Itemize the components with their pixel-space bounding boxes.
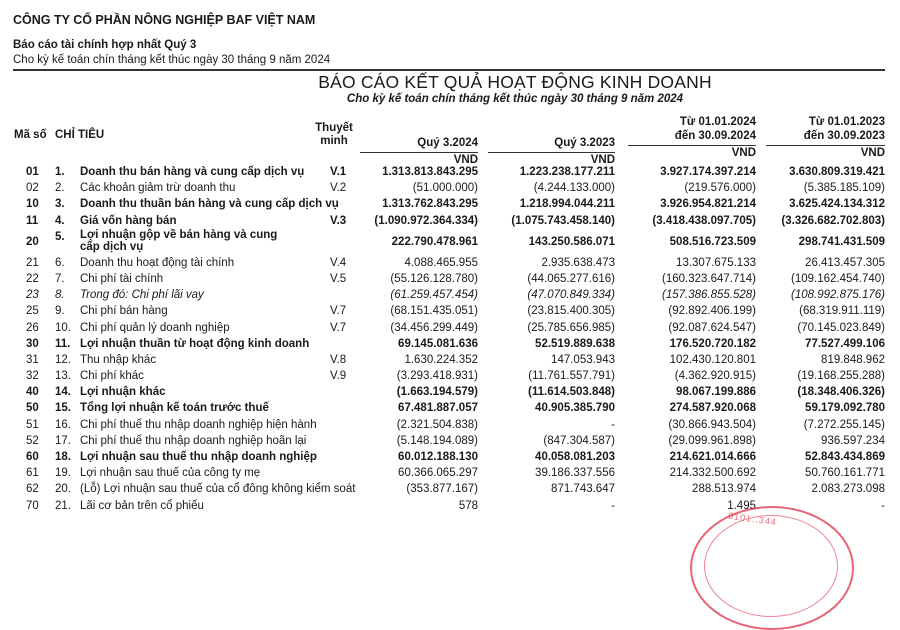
col-unit: VND <box>453 154 478 166</box>
value-ytd-2023: (70.145.023.849) <box>797 321 885 334</box>
value-ytd-2023: (18.348.406.326) <box>797 386 885 399</box>
value-q3-2023: 1.218.994.044.211 <box>519 198 615 211</box>
row-index: 16. <box>55 418 71 431</box>
row-code: 01 <box>26 166 39 178</box>
value-q3-2024: 1.630.224.352 <box>404 353 478 366</box>
col-line1 <box>488 122 615 136</box>
report-title: BÁO CÁO KẾT QUẢ HOẠT ĐỘNG KINH DOANH <box>318 72 712 92</box>
row-note: V.2 <box>330 182 347 195</box>
row-code: 32 <box>26 370 39 383</box>
table-row <box>0 433 900 449</box>
value-ytd-2023: - <box>881 499 885 512</box>
company-stamp-inner-ring <box>704 515 838 617</box>
row-code: 30 <box>26 337 39 350</box>
value-q3-2023: 39.186.337.556 <box>535 467 615 480</box>
value-ytd-2024: (92.087.624.547) <box>668 321 756 334</box>
table-row <box>0 303 900 319</box>
row-code: 20 <box>26 235 39 248</box>
col-unit: VND <box>860 147 885 159</box>
value-q3-2023: 143.250.586.071 <box>528 235 615 248</box>
row-index: 21. <box>55 499 71 512</box>
company-name: CÔNG TY CỔ PHẦN NÔNG NGHIỆP BAF VIỆT NAM <box>13 13 316 27</box>
report-subtitle: Cho kỳ kế toán chín tháng kết thúc ngày 30 tháng 9 năm 2024 <box>346 93 684 105</box>
row-label: Lợi nhuận gộp về bán hàng và cung cấp dịch vụ <box>80 228 278 253</box>
value-q3-2024: (68.151.435.051) <box>390 305 478 318</box>
row-index: 5. <box>55 230 65 243</box>
row-code: 25 <box>26 305 39 318</box>
column-header-note <box>309 122 359 148</box>
row-index: 6. <box>55 256 65 269</box>
row-index: 1. <box>55 166 65 178</box>
table-row <box>0 384 900 400</box>
row-label: Giá vốn hàng bán <box>80 214 177 227</box>
row-label: Chi phí khác <box>80 370 144 383</box>
row-code: 31 <box>26 353 39 366</box>
col-unit: VND <box>731 147 756 159</box>
row-note: V.3 <box>330 214 347 227</box>
row-index: 9. <box>55 305 65 318</box>
value-ytd-2023: 52.843.434.869 <box>805 451 885 463</box>
value-q3-2024: (2.321.504.838) <box>396 418 478 431</box>
row-code: 11 <box>26 214 39 227</box>
row-code: 61 <box>26 467 39 480</box>
value-ytd-2024: 288.513.974 <box>692 483 756 496</box>
column-header-label: CHỈ TIÊU <box>55 129 105 141</box>
row-note: V.1 <box>330 166 347 178</box>
row-index: 11. <box>55 337 71 350</box>
row-index: 2. <box>55 182 65 195</box>
value-q3-2024: 4.088.465.955 <box>404 256 478 269</box>
value-ytd-2024: (30.866.943.504) <box>668 418 756 431</box>
value-q3-2023: (47.070.849.334) <box>527 289 615 302</box>
row-code: 10 <box>26 198 39 211</box>
row-label: Chi phí bán hàng <box>80 305 168 318</box>
value-ytd-2024: 13.307.675.133 <box>676 256 756 269</box>
value-q3-2024: (61.259.457.454) <box>390 289 478 302</box>
table-row <box>0 164 900 180</box>
income-statement-table <box>0 164 900 514</box>
value-q3-2023: (11.761.557.791) <box>528 370 615 383</box>
value-q3-2023: (23.815.400.305) <box>527 305 615 318</box>
report-type: Báo cáo tài chính hợp nhất Quý 3 <box>13 39 197 51</box>
value-ytd-2023: 936.597.234 <box>821 434 885 447</box>
value-ytd-2023: (109.162.454.740) <box>791 272 885 285</box>
table-row <box>0 213 900 229</box>
value-q3-2024: 1.313.813.843.295 <box>382 166 478 178</box>
value-ytd-2023: (7.272.255.145) <box>803 418 885 431</box>
value-q3-2023: - <box>611 418 615 431</box>
table-row <box>0 196 900 212</box>
row-label: Chi phí quản lý doanh nghiệp <box>80 321 230 334</box>
value-ytd-2024: 214.621.014.666 <box>669 451 756 463</box>
value-q3-2023: 40.905.385.790 <box>535 402 615 415</box>
value-q3-2023: (1.075.743.458.140) <box>511 214 615 227</box>
value-q3-2023: (847.304.587) <box>543 434 615 447</box>
value-ytd-2023: 77.527.499.106 <box>805 337 885 350</box>
value-q3-2024: 222.790.478.961 <box>391 235 478 248</box>
value-q3-2023: 2.935.638.473 <box>541 256 615 269</box>
row-label: Lợi nhuận sau thuế thu nhập doanh nghiệp <box>80 451 317 463</box>
col-line2: đến 30.09.2023 <box>803 130 885 142</box>
note-header-text: Thuyết minh <box>315 122 353 147</box>
column-header-code: Mã số <box>14 129 47 141</box>
value-ytd-2024: 274.587.920.068 <box>669 402 756 415</box>
table-row <box>0 465 900 481</box>
table-row <box>0 255 900 271</box>
row-index: 4. <box>55 214 65 227</box>
value-ytd-2024: 3.927.174.397.214 <box>660 166 756 178</box>
row-code: 22 <box>26 272 39 285</box>
value-q3-2024: (55.126.128.780) <box>390 272 478 285</box>
col-line2: đến 30.09.2024 <box>674 130 756 142</box>
value-ytd-2024: (29.099.961.898) <box>668 434 756 447</box>
value-q3-2024: 60.012.188.130 <box>398 451 478 463</box>
value-ytd-2024: 98.067.199.886 <box>676 386 756 399</box>
value-q3-2023: 147.053.943 <box>551 353 615 366</box>
col-unit: VND <box>590 154 615 166</box>
value-ytd-2024: (219.576.000) <box>684 182 756 195</box>
report-period: Cho kỳ kế toán chín tháng kết thúc ngày 30 tháng 9 năm 2024 <box>13 54 331 66</box>
row-code: 70 <box>26 499 39 512</box>
value-ytd-2023: (108.992.875.176) <box>791 289 885 302</box>
row-code: 23 <box>26 289 39 302</box>
row-index: 7. <box>55 272 65 285</box>
value-q3-2023: (11.614.503.848) <box>528 386 615 399</box>
row-label: Lợi nhuận sau thuế của công ty mẹ <box>80 467 261 480</box>
row-index: 15. <box>55 402 71 415</box>
value-ytd-2023: (68.319.911.119) <box>799 305 885 318</box>
value-q3-2024: 1.313.762.843.295 <box>382 198 478 211</box>
row-note: V.5 <box>330 272 347 285</box>
value-ytd-2023: 50.760.161.771 <box>805 467 885 480</box>
value-q3-2023: - <box>611 499 615 512</box>
value-ytd-2024: 214.332.500.692 <box>669 467 756 480</box>
value-ytd-2023: (19.168.255.288) <box>797 370 885 383</box>
value-ytd-2023: (5.385.185.109) <box>803 182 885 195</box>
row-note: V.8 <box>330 353 347 366</box>
stamp-text: 0101..344 <box>727 510 778 528</box>
value-ytd-2024: (3.418.438.097.705) <box>652 214 756 227</box>
row-label: Chi phí thuế thu nhập doanh nghiệp hoãn lại <box>80 434 307 447</box>
row-note: V.9 <box>330 370 347 383</box>
value-q3-2024: 67.481.887.057 <box>398 402 478 415</box>
table-row <box>0 320 900 336</box>
value-ytd-2023: 819.848.962 <box>821 353 885 366</box>
value-ytd-2024: 176.520.720.182 <box>669 337 756 350</box>
value-q3-2023: 52.519.889.638 <box>535 337 615 350</box>
value-q3-2023: 40.058.081.203 <box>535 451 615 463</box>
col-line1: Từ 01.01.2024 <box>679 116 756 128</box>
row-code: 26 <box>26 321 39 334</box>
table-row <box>0 400 900 416</box>
column-header-ytd-2024 <box>628 115 756 160</box>
value-q3-2023: 1.223.238.177.211 <box>519 166 615 178</box>
value-ytd-2024: 1.495 <box>727 499 756 512</box>
value-ytd-2023: 2.083.273.098 <box>811 483 885 496</box>
table-row <box>0 229 900 255</box>
row-label: Thu nhập khác <box>80 353 157 366</box>
row-code: 02 <box>26 182 39 195</box>
col-line1 <box>360 122 478 136</box>
table-row <box>0 368 900 384</box>
value-ytd-2024: (4.362.920.915) <box>674 370 756 383</box>
row-index: 8. <box>55 289 65 302</box>
row-code: 62 <box>26 483 39 496</box>
col-line1: Từ 01.01.2023 <box>808 116 885 128</box>
column-header-ytd-2023 <box>766 115 885 160</box>
value-q3-2023: (25.785.656.985) <box>527 321 615 334</box>
value-q3-2024: (1.663.194.579) <box>396 386 478 399</box>
row-code: 52 <box>26 434 39 447</box>
row-code: 60 <box>26 451 39 463</box>
table-row <box>0 287 900 303</box>
value-q3-2024: (5.148.194.089) <box>396 434 478 447</box>
value-ytd-2023: 3.630.809.319.421 <box>789 166 885 178</box>
row-label: (Lỗ) Lợi nhuận sau thuế của cổ đông không kiểm soát <box>80 483 356 496</box>
col-line2: Quý 3.2023 <box>554 137 615 149</box>
row-label: Lợi nhuận khác <box>80 386 166 399</box>
value-ytd-2023: 3.625.424.134.312 <box>789 198 885 211</box>
row-index: 3. <box>55 198 65 211</box>
value-ytd-2024: 508.516.723.509 <box>669 235 756 248</box>
row-note: V.7 <box>330 321 347 334</box>
row-label: Doanh thu thuần bán hàng và cung cấp dịch vụ <box>80 198 339 211</box>
value-q3-2024: (3.293.418.931) <box>396 370 478 383</box>
row-index: 20. <box>55 483 71 496</box>
row-label: Tổng lợi nhuận kế toán trước thuế <box>80 402 269 415</box>
table-row <box>0 352 900 368</box>
row-note: V.7 <box>330 305 347 318</box>
value-ytd-2023: 26.413.457.305 <box>805 256 885 269</box>
value-q3-2023: (4.244.133.000) <box>533 182 615 195</box>
value-q3-2023: (44.065.277.616) <box>527 272 615 285</box>
row-label: Doanh thu bán hàng và cung cấp dịch vụ <box>80 166 305 178</box>
value-ytd-2024: (157.386.855.528) <box>662 289 756 302</box>
row-index: 10. <box>55 321 71 334</box>
row-index: 12. <box>55 353 71 366</box>
row-label: Chi phí thuế thu nhập doanh nghiệp hiện hành <box>80 418 317 431</box>
table-row <box>0 481 900 497</box>
table-row <box>0 417 900 433</box>
value-q3-2023: 871.743.647 <box>551 483 615 496</box>
row-index: 18. <box>55 451 71 463</box>
row-code: 51 <box>26 418 39 431</box>
value-ytd-2024: 102.430.120.801 <box>669 353 756 366</box>
value-ytd-2023: 298.741.431.509 <box>798 235 885 248</box>
table-row <box>0 180 900 196</box>
row-note: V.4 <box>330 256 347 269</box>
value-ytd-2023: (3.326.682.702.803) <box>781 214 885 227</box>
row-label: Doanh thu hoạt động tài chính <box>80 256 235 269</box>
table-row <box>0 336 900 352</box>
col-line2: Quý 3.2024 <box>417 137 478 149</box>
row-label: Lãi cơ bản trên cổ phiếu <box>80 499 204 512</box>
row-label: Lợi nhuận thuần từ hoạt động kinh doanh <box>80 337 310 350</box>
value-q3-2024: (353.877.167) <box>406 483 478 496</box>
column-header-q3-2023 <box>488 122 615 167</box>
row-code: 50 <box>26 402 39 415</box>
value-ytd-2024: (92.892.406.199) <box>668 305 756 318</box>
row-index: 14. <box>55 386 71 399</box>
row-index: 13. <box>55 370 71 383</box>
row-index: 17. <box>55 434 71 447</box>
table-row <box>0 449 900 465</box>
value-q3-2024: 69.145.081.636 <box>398 337 478 350</box>
row-label: Trong đó: Chi phí lãi vay <box>80 289 204 302</box>
row-index: 19. <box>55 467 71 480</box>
row-code: 40 <box>26 386 39 399</box>
value-q3-2024: 578 <box>458 499 478 512</box>
table-row <box>0 271 900 287</box>
header-rule <box>13 69 885 71</box>
column-header-q3-2024 <box>360 122 478 167</box>
value-q3-2024: 60.366.065.297 <box>398 467 478 480</box>
value-q3-2024: (1.090.972.364.334) <box>374 214 478 227</box>
value-ytd-2024: 3.926.954.821.214 <box>660 198 756 211</box>
row-label: Chi phí tài chính <box>80 272 164 285</box>
value-q3-2024: (51.000.000) <box>412 182 478 195</box>
row-label: Các khoản giảm trừ doanh thu <box>80 182 236 195</box>
value-ytd-2023: 59.179.092.780 <box>805 402 885 415</box>
value-q3-2024: (34.456.299.449) <box>390 321 478 334</box>
value-ytd-2024: (160.323.647.714) <box>662 272 756 285</box>
row-code: 21 <box>26 256 39 269</box>
